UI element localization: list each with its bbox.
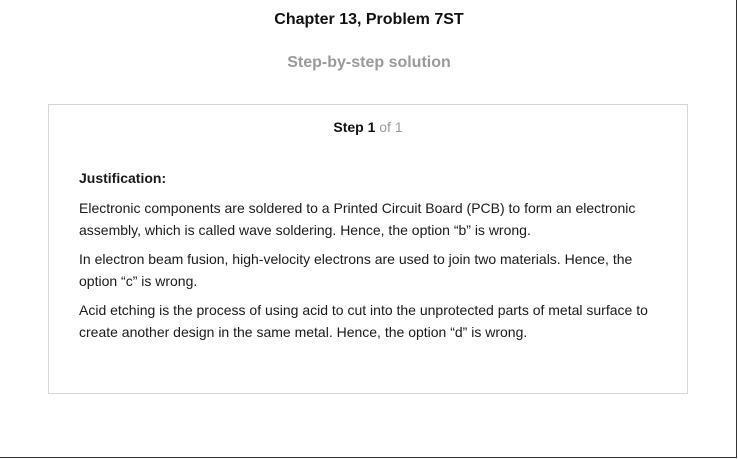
step-count: of 1 (379, 119, 403, 135)
step-card (48, 104, 688, 394)
paragraph-wave-soldering: Electronic components are soldered to a Printed Circuit Board (PCB) to form an electronic assembly, which is called wave soldering. Hence, the option “b” is wrong. (79, 200, 636, 238)
step-label: Step 1 (333, 119, 376, 135)
chapter-title: Chapter 13, Problem 7ST (274, 11, 464, 28)
paragraph-electron-beam: In electron beam fusion, high-velocity electrons are used to join two materials. Hence, the option “c” is wrong. (79, 251, 633, 289)
section-heading: Justification: (79, 170, 167, 186)
paragraph-acid-etching: Acid etching is the process of using acid to cut into the unprotected parts of metal surface to create another design in the same metal. Hence, the option “d” is wrong. (79, 302, 648, 340)
step-header (49, 119, 687, 135)
step-body (79, 167, 659, 350)
solution-subtitle: Step-by-step solution (287, 54, 451, 71)
